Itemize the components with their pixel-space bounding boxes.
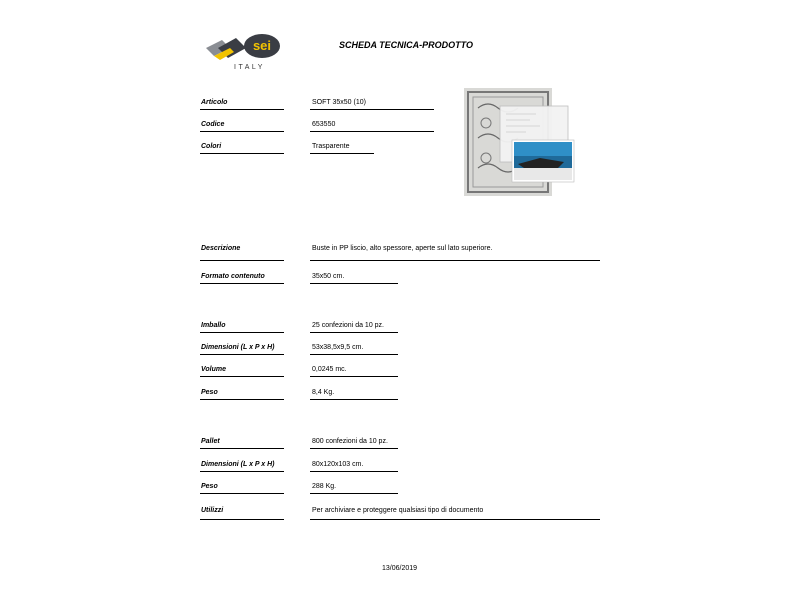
label-underline bbox=[200, 399, 284, 400]
photo-bottom-margin bbox=[514, 168, 572, 180]
label-underline bbox=[200, 493, 284, 494]
value-underline bbox=[310, 493, 398, 494]
value-underline bbox=[310, 153, 374, 154]
field-label: Descrizione bbox=[201, 245, 241, 252]
label-underline bbox=[200, 153, 284, 154]
field-value: SOFT 35x50 (10) bbox=[312, 99, 366, 106]
value-underline bbox=[310, 260, 600, 261]
field-label: Codice bbox=[201, 121, 225, 128]
page-title: SCHEDA TECNICA-PRODOTTO bbox=[339, 40, 474, 50]
value-underline bbox=[310, 354, 398, 355]
logo-text: sei bbox=[252, 38, 272, 53]
photo-sky-sea bbox=[514, 142, 572, 156]
field-value: 8,4 Kg. bbox=[312, 389, 335, 396]
field-value: 0,0245 mc. bbox=[312, 366, 347, 373]
field-label: Dimensioni (L x P x H) bbox=[201, 344, 275, 351]
value-underline bbox=[310, 519, 600, 520]
logo-subtitle: ITALY bbox=[234, 64, 265, 71]
label-underline bbox=[200, 260, 284, 261]
value-underline bbox=[310, 448, 398, 449]
label-underline bbox=[200, 131, 284, 132]
field-value: 80x120x103 cm. bbox=[312, 461, 364, 468]
field-label: Formato contenuto bbox=[201, 273, 265, 280]
label-underline bbox=[200, 332, 284, 333]
field-label: Pallet bbox=[201, 438, 220, 445]
field-label: Utilizzi bbox=[201, 507, 224, 514]
label-underline bbox=[200, 109, 284, 110]
field-label: Dimensioni (L x P x H) bbox=[201, 461, 275, 468]
field-value: 653550 bbox=[312, 121, 336, 128]
field-value: Per archiviare e proteggere qualsiasi tipo di documento bbox=[312, 507, 484, 514]
footer-date: 13/06/2019 bbox=[382, 565, 418, 572]
value-underline bbox=[310, 109, 434, 110]
field-value: 53x38,5x9,5 cm. bbox=[312, 344, 364, 351]
value-underline bbox=[310, 131, 434, 132]
field-label: Volume bbox=[201, 366, 227, 373]
field-label: Imballo bbox=[201, 322, 226, 329]
product-photo bbox=[464, 88, 588, 196]
value-underline bbox=[310, 283, 398, 284]
field-label: Articolo bbox=[201, 99, 228, 106]
label-underline bbox=[200, 354, 284, 355]
field-label: Peso bbox=[201, 483, 218, 490]
label-underline bbox=[200, 471, 284, 472]
field-value: Trasparente bbox=[312, 143, 350, 150]
label-underline bbox=[200, 376, 284, 377]
field-value: 288 Kg. bbox=[312, 483, 337, 490]
field-label: Colori bbox=[201, 143, 222, 150]
label-underline bbox=[200, 283, 284, 284]
field-value: 800 confezioni da 10 pz. bbox=[312, 438, 388, 445]
field-label: Peso bbox=[201, 389, 218, 396]
field-value: 25 confezioni da 10 pz. bbox=[312, 322, 384, 329]
label-underline bbox=[200, 519, 284, 520]
value-underline bbox=[310, 376, 398, 377]
value-underline bbox=[310, 332, 398, 333]
label-underline bbox=[200, 448, 284, 449]
value-underline bbox=[310, 399, 398, 400]
field-value: Buste in PP liscio, alto spessore, aperte sul lato superiore. bbox=[312, 245, 493, 252]
field-value: 35x50 cm. bbox=[312, 273, 345, 280]
value-underline bbox=[310, 471, 398, 472]
